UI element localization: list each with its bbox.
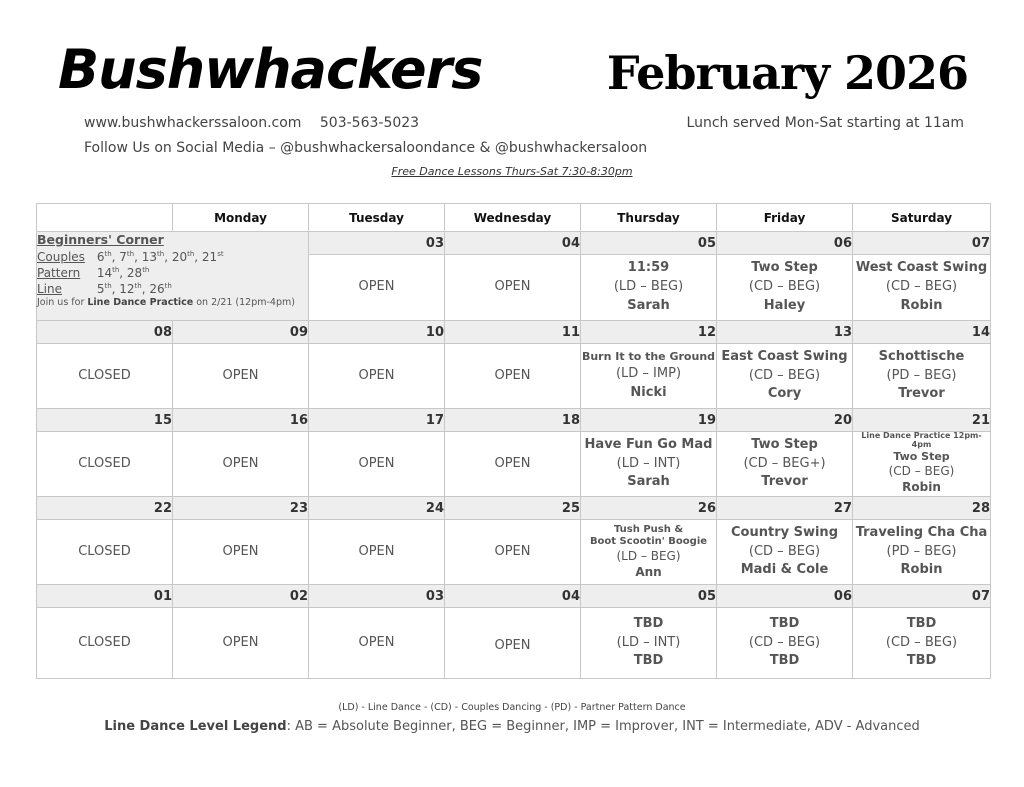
instructor-name: Nicki <box>630 384 667 400</box>
date-number: 03 <box>309 585 445 608</box>
date-number: 07 <box>853 232 991 255</box>
date-number: 21 <box>853 409 991 432</box>
date-number: 03 <box>309 232 445 255</box>
instructor-name: Ann <box>635 564 662 579</box>
dance-name: 11:59 <box>627 260 670 276</box>
pattern-line: Pattern 14th, 28th <box>37 266 150 281</box>
instructor-name: TBD <box>906 653 937 669</box>
week2-body-row <box>37 344 991 409</box>
instructor-name: Robin <box>902 479 941 494</box>
day-cell-status: OPEN <box>445 344 581 409</box>
lesson-cell <box>581 608 717 679</box>
date-number: 04 <box>445 585 581 608</box>
dance-level: (LD – INT) <box>616 455 681 471</box>
date-number: 18 <box>445 409 581 432</box>
day-cell-status: OPEN <box>173 432 309 497</box>
week1-num-row <box>37 232 991 255</box>
date-number: 17 <box>309 409 445 432</box>
lunch-text: Lunch served Mon-Sat starting at 11am <box>686 115 964 131</box>
beginners-corner-title: Beginners' Corner <box>37 232 164 247</box>
date-number: 05 <box>581 585 717 608</box>
dance-name: TBD <box>906 615 937 631</box>
week4-num-row <box>37 497 991 520</box>
day-cell-status: OPEN <box>445 255 581 321</box>
level-legend-title: Line Dance Level Legend <box>104 719 287 734</box>
instructor-name: Cory <box>767 386 802 402</box>
date-number: 28 <box>853 497 991 520</box>
lesson-cell <box>581 344 717 409</box>
instructor-name: Sarah <box>627 474 670 490</box>
dance-level: (LD – IMP) <box>615 366 682 382</box>
day-header-thursday: Thursday <box>581 204 717 232</box>
day-cell-status: OPEN <box>173 608 309 679</box>
date-number: 23 <box>173 497 309 520</box>
instructor-name: Robin <box>900 562 943 578</box>
date-number: 11 <box>445 321 581 344</box>
dance-name: TBD <box>633 615 664 631</box>
date-number: 06 <box>717 585 853 608</box>
dance-level: (CD – BEG) <box>748 634 821 650</box>
instructor-name: TBD <box>633 653 664 669</box>
lesson-cell <box>717 608 853 679</box>
lesson-cell <box>581 520 717 585</box>
instructor-name: TBD <box>769 653 800 669</box>
dance-name: Have Fun Go Mad <box>584 436 713 452</box>
lesson-cell <box>581 432 717 497</box>
level-legend-text: : AB = Absolute Beginner, BEG = Beginner, IMP = Improver, INT = Intermediate, ADV - Advanced <box>286 719 920 734</box>
instructor-name: Madi & Cole <box>740 562 829 578</box>
date-number: 07 <box>853 585 991 608</box>
practice-note-cell: Line Dance Practice 12pm- 4pm <box>861 431 982 450</box>
day-cell-status: OPEN <box>309 520 445 585</box>
dance-level: (PD – BEG) <box>886 367 957 383</box>
dance-name: TBD <box>769 615 800 631</box>
date-number: 02 <box>173 585 309 608</box>
lesson-cell <box>581 255 717 321</box>
dance-name: Burn It to the Ground <box>581 350 716 364</box>
date-number: 13 <box>717 321 853 344</box>
lesson-cell <box>853 255 991 321</box>
lesson-cell <box>853 432 991 497</box>
date-number: 22 <box>37 497 173 520</box>
date-number: 10 <box>309 321 445 344</box>
lesson-cell <box>717 255 853 321</box>
dance-level: (CD – BEG) <box>888 464 955 479</box>
week3-body-row <box>37 432 991 497</box>
day-cell-status: OPEN <box>445 608 581 679</box>
calendar-table <box>36 203 991 679</box>
dance-level: (CD – BEG) <box>748 543 821 559</box>
dance-name: Traveling Cha Cha <box>855 524 988 540</box>
dance-level: (PD – BEG) <box>886 543 957 559</box>
dance-type-legend: (LD) - Line Dance - (CD) - Couples Dancing - (PD) - Partner Pattern Dance <box>338 702 686 713</box>
website-text: www.bushwhackerssaloon.com <box>84 115 302 131</box>
lesson-cell <box>853 520 991 585</box>
date-number: 25 <box>445 497 581 520</box>
dance-level: (CD – BEG) <box>748 279 821 295</box>
date-number: 04 <box>445 232 581 255</box>
day-cell-status: CLOSED <box>37 520 173 585</box>
date-number: 27 <box>717 497 853 520</box>
date-number: 05 <box>581 232 717 255</box>
date-number: 24 <box>309 497 445 520</box>
dance-level: (CD – BEG) <box>748 367 821 383</box>
practice-note: Join us for Line Dance Practice on 2/21 (12pm-4pm) <box>37 297 295 309</box>
dance-name: Tush Push & <box>613 523 684 535</box>
date-number: 19 <box>581 409 717 432</box>
day-cell-status: OPEN <box>309 432 445 497</box>
day-header-blank <box>37 204 173 232</box>
day-cell-status: OPEN <box>445 432 581 497</box>
lesson-cell <box>717 432 853 497</box>
day-cell-status: OPEN <box>445 520 581 585</box>
dance-level: (LD – BEG) <box>613 279 684 295</box>
date-number: 26 <box>581 497 717 520</box>
week2-num-row <box>37 321 991 344</box>
date-number: 12 <box>581 321 717 344</box>
dance-name: Two Step <box>751 260 818 276</box>
instructor-name: Haley <box>763 297 806 313</box>
contact-line <box>84 115 419 131</box>
level-legend <box>0 719 1024 734</box>
week3-num-row <box>37 409 991 432</box>
couples-line: Couples 6th, 7th, 13th, 20th, 21st <box>37 249 224 264</box>
date-number: 06 <box>717 232 853 255</box>
day-cell-status: OPEN <box>173 520 309 585</box>
day-cell-status: CLOSED <box>37 432 173 497</box>
dance-name: Country Swing <box>731 524 838 540</box>
dance-name: Two Step <box>751 436 818 452</box>
dance-level: (CD – BEG+) <box>743 455 826 471</box>
date-number: 15 <box>37 409 173 432</box>
dance-level: (LD – BEG) <box>616 548 681 563</box>
lessons-text: Free Dance Lessons Thurs-Sat 7:30-8:30pm <box>391 165 633 178</box>
date-number: 14 <box>853 321 991 344</box>
lesson-cell <box>853 344 991 409</box>
dance-level: (LD – INT) <box>616 634 681 650</box>
day-header-tuesday: Tuesday <box>309 204 445 232</box>
week4-body-row <box>37 520 991 585</box>
beginners-corner <box>37 232 309 321</box>
day-cell-status: OPEN <box>309 608 445 679</box>
date-number: 01 <box>37 585 173 608</box>
date-number: 20 <box>717 409 853 432</box>
dance-level: (CD – BEG) <box>885 279 958 295</box>
month-title: February 2026 <box>606 46 968 100</box>
day-header-saturday: Saturday <box>853 204 991 232</box>
lesson-cell <box>717 344 853 409</box>
brand-logo: Bushwhackers <box>58 38 483 101</box>
date-number: 09 <box>173 321 309 344</box>
phone-text: 503-563-5023 <box>319 115 420 131</box>
dance-name: Boot Scootin' Boogie <box>589 536 708 548</box>
date-number: 16 <box>173 409 309 432</box>
day-header-wednesday: Wednesday <box>445 204 581 232</box>
line-line: Line 5th, 12th, 26th <box>37 282 172 297</box>
dance-name: Schottische <box>878 348 965 364</box>
week5-num-row <box>37 585 991 608</box>
instructor-name: Sarah <box>627 297 670 313</box>
week5-body-row <box>37 608 991 679</box>
social-text: Follow Us on Social Media – @bushwhackersaloondance & @bushwhackersaloon <box>84 140 648 156</box>
lesson-cell <box>853 608 991 679</box>
date-number: 08 <box>37 321 173 344</box>
dance-name: East Coast Swing <box>721 348 848 364</box>
day-cell-status: OPEN <box>309 344 445 409</box>
day-header-row <box>37 204 991 232</box>
dance-level: (CD – BEG) <box>885 634 958 650</box>
day-header-friday: Friday <box>717 204 853 232</box>
lesson-cell <box>717 520 853 585</box>
instructor-name: Trevor <box>761 474 808 490</box>
dance-name: Two Step <box>893 450 950 464</box>
day-cell-status: OPEN <box>309 255 445 321</box>
dance-name: West Coast Swing <box>855 260 988 276</box>
day-header-monday: Monday <box>173 204 309 232</box>
instructor-name: Robin <box>900 297 943 313</box>
day-cell-status: CLOSED <box>37 608 173 679</box>
day-cell-status: CLOSED <box>37 344 173 409</box>
day-cell-status: OPEN <box>173 344 309 409</box>
instructor-name: Trevor <box>898 386 945 402</box>
